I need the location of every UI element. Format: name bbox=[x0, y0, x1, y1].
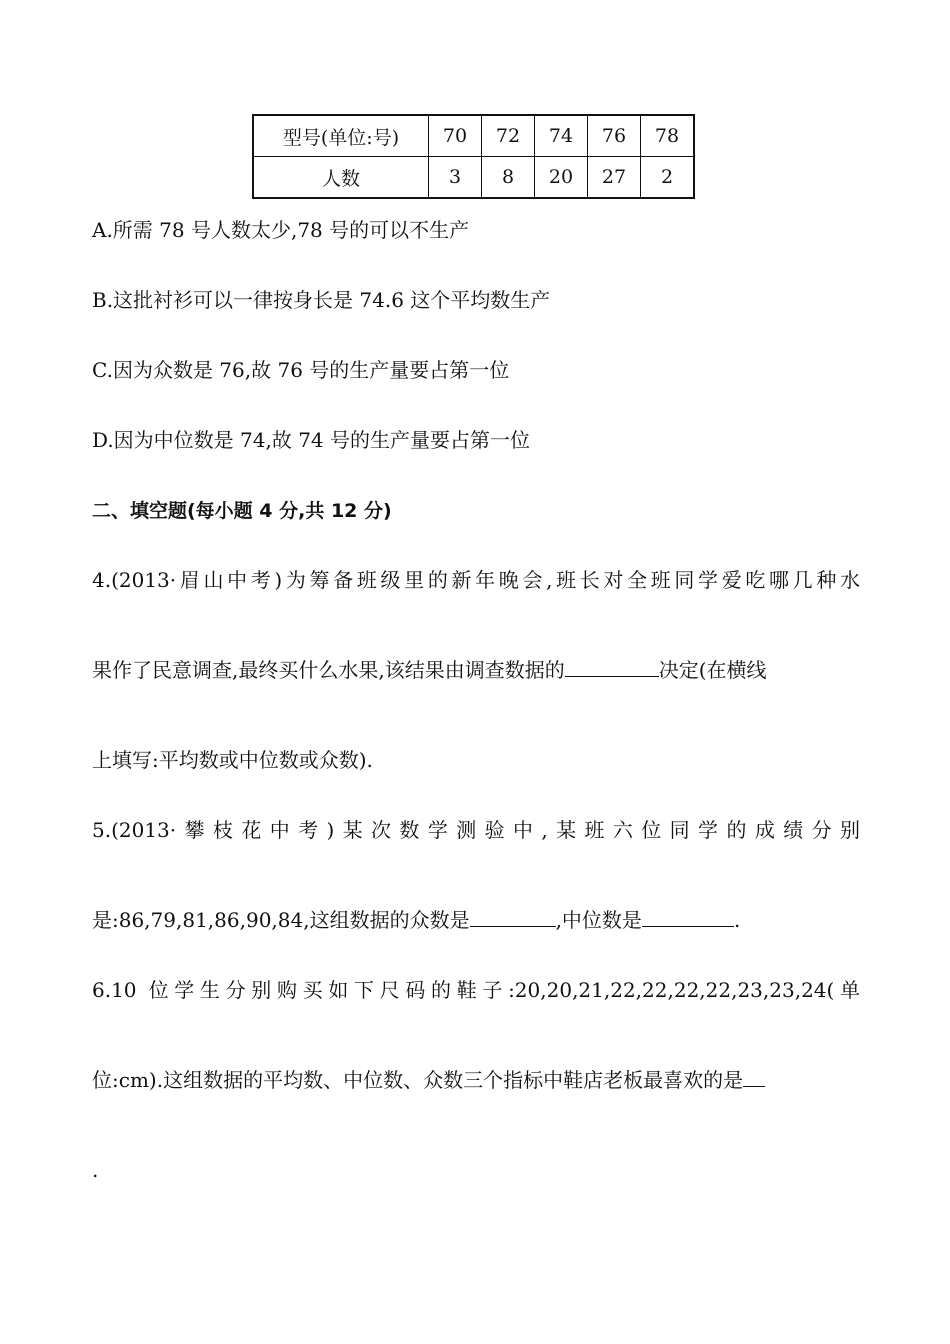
q6-line-3: . bbox=[92, 1158, 99, 1182]
table-cell-size: 76 bbox=[588, 115, 641, 157]
q5-line-2 bbox=[92, 906, 860, 934]
option-b: B.这批衬衫可以一律按身长是 74.6 这个平均数生产 bbox=[92, 288, 551, 312]
section-title: 二、填空题(每小题 4 分,共 12 分) bbox=[92, 500, 392, 522]
size-count-table bbox=[252, 114, 695, 199]
q5-text: . bbox=[733, 908, 741, 932]
q4-answer-blank[interactable] bbox=[565, 656, 659, 677]
table-cell-count: 27 bbox=[588, 157, 641, 199]
q5-mode-blank[interactable] bbox=[470, 906, 556, 927]
option-c: C.因为众数是 76,故 76 号的生产量要占第一位 bbox=[92, 358, 510, 382]
table-cell-count: 3 bbox=[429, 157, 482, 199]
q4-line-2 bbox=[92, 656, 860, 684]
q4-line-3: 上填写:平均数或中位数或众数). bbox=[92, 748, 373, 772]
q5-text: 是:86,79,81,86,90,84,这组数据的众数是 bbox=[92, 908, 470, 932]
table-row bbox=[253, 115, 694, 157]
table-cell-size: 72 bbox=[482, 115, 535, 157]
q4-text: 果作了民意调查,最终买什么水果,该结果由调查数据的 bbox=[92, 658, 565, 682]
q6-line-2 bbox=[92, 1066, 860, 1094]
table-cell-count: 20 bbox=[535, 157, 588, 199]
q6-text: 位:cm).这组数据的平均数、中位数、众数三个指标中鞋店老板最喜欢的是 bbox=[92, 1068, 744, 1092]
table-cell-size: 70 bbox=[429, 115, 482, 157]
q5-text: ,中位数是 bbox=[555, 908, 642, 932]
q5-line-1: 5.(2013·攀枝花中考)某次数学测验中,某班六位同学的成绩分别 bbox=[92, 818, 860, 842]
table-row-label: 人数 bbox=[253, 157, 429, 199]
table-cell-count: 2 bbox=[641, 157, 695, 199]
table-cell-size: 74 bbox=[535, 115, 588, 157]
table-row bbox=[253, 157, 694, 199]
q6-answer-blank[interactable] bbox=[743, 1066, 765, 1087]
option-a: A.所需 78 号人数太少,78 号的可以不生产 bbox=[92, 218, 470, 242]
option-d: D.因为中位数是 74,故 74 号的生产量要占第一位 bbox=[92, 428, 531, 452]
table-cell-size: 78 bbox=[641, 115, 695, 157]
q6-line-1: 6.10 位学生分别购买如下尺码的鞋子:20,20,21,22,22,22,22,23,23,24(单 bbox=[92, 978, 860, 1002]
table-cell-count: 8 bbox=[482, 157, 535, 199]
q4-line-1: 4.(2013·眉山中考)为筹备班级里的新年晚会,班长对全班同学爱吃哪几种水 bbox=[92, 568, 860, 592]
table-header-label: 型号(单位:号) bbox=[253, 115, 429, 157]
q4-text: 决定(在横线 bbox=[658, 658, 767, 682]
q5-median-blank[interactable] bbox=[642, 906, 734, 927]
